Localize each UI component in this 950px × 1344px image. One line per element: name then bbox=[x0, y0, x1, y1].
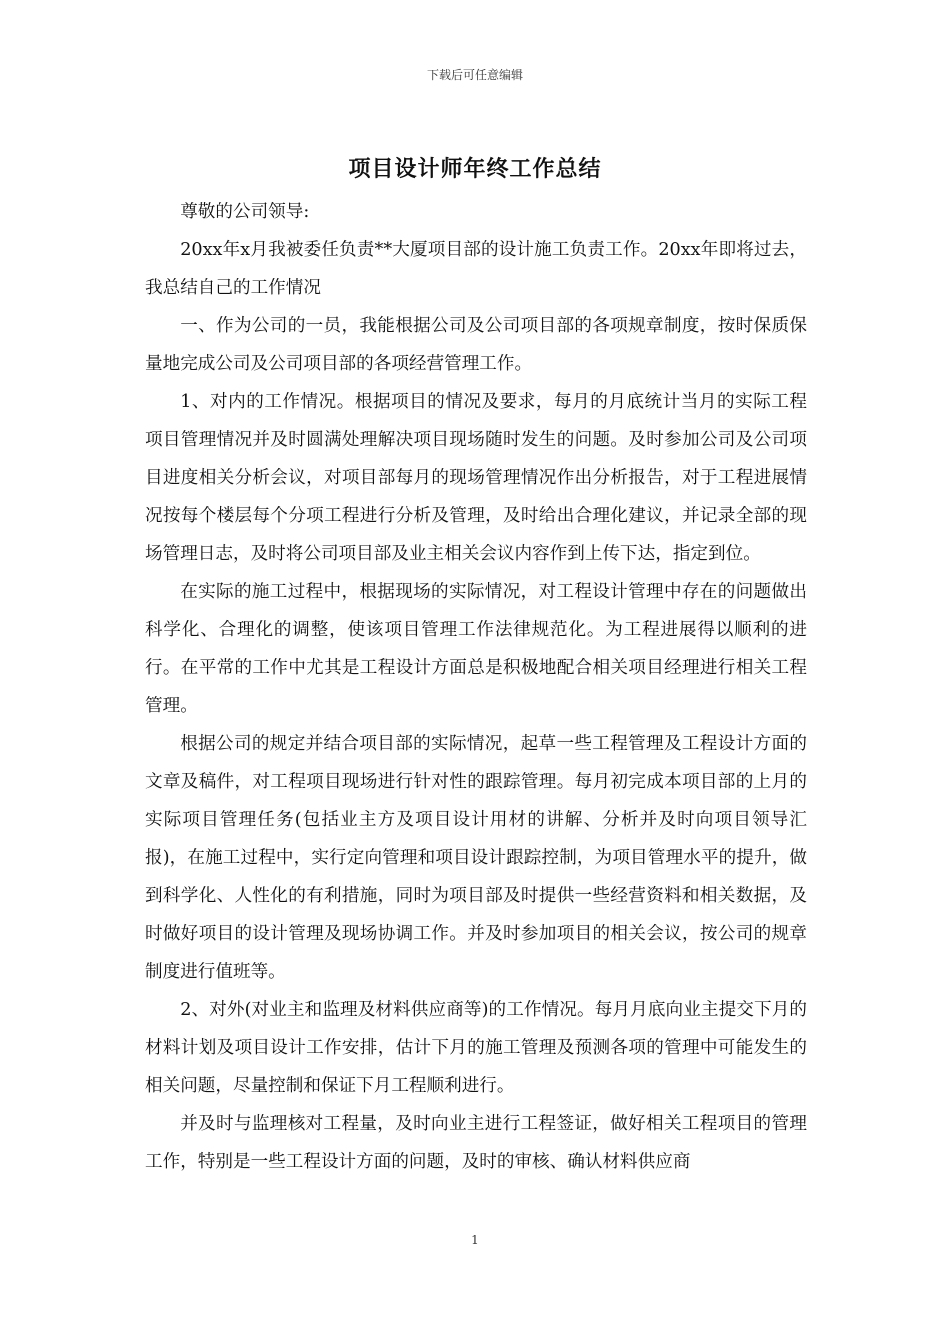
paragraph: 一、作为公司的一员，我能根据公司及公司项目部的各项规章制度，按时保质保量地完成公司及公司项目部的各项经营管理工作。 bbox=[145, 316, 807, 374]
paragraph: 1、对内的工作情况。根据项目的情况及要求，每月的月底统计当月的实际工程项目管理情况并及时圆满处理解决项目现场随时发生的问题。及时参加公司及公司项目进度相关分析会议，对项目部每月的现场管理情况作出分析报告，对于工程进展情况按每个楼层每个分项工程进行分析及管理，及时给出合理化建议，并记录全部的现场管理日志，及时将公司项目部及业主相关会议内容作到上传下达，指定到位。 bbox=[145, 392, 807, 564]
document-body bbox=[145, 193, 807, 1181]
paragraph: 在实际的施工过程中，根据现场的实际情况，对工程设计管理中存在的问题做出科学化、合理化的调整，使该项目管理工作法律规范化。为工程进展得以顺利的进行。在平常的工作中尤其是工程设计方面总是积极地配合相关项目经理进行相关工程管理。 bbox=[145, 582, 807, 716]
paragraph: 20xx年x月我被委任负责**大厦项目部的设计施工负责工作。20xx年即将过去，我总结自己的工作情况 bbox=[145, 240, 807, 298]
paragraph: 并及时与监理核对工程量，及时向业主进行工程签证，做好相关工程项目的管理工作，特别是一些工程设计方面的问题，及时的审核、确认材料供应商 bbox=[145, 1114, 807, 1172]
paragraph: 根据公司的规定并结合项目部的实际情况，起草一些工程管理及工程设计方面的文章及稿件，对工程项目现场进行针对性的跟踪管理。每月初完成本项目部的上月的实际项目管理任务(包括业主方及项目设计用材的讲解、分析并及时向项目领导汇报)，在施工过程中，实行定向管理和项目设计跟踪控制，为项目管理水平的提升，做到科学化、人性化的有利措施，同时为项目部及时提供一些经营资料和相关数据，及时做好项目的设计管理及现场协调工作。并及时参加项目的相关会议，按公司的规章制度进行值班等。 bbox=[145, 734, 807, 982]
page-header-note: 下载后可任意编辑 bbox=[426, 68, 523, 82]
paragraph: 2、对外(对业主和监理及材料供应商等)的工作情况。每月月底向业主提交下月的材料计划及项目设计工作安排，估计下月的施工管理及预测各项的管理中可能发生的相关问题，尽量控制和保证下月工程顺利进行。 bbox=[145, 1000, 807, 1096]
page-number: 1 bbox=[471, 1233, 479, 1247]
salutation: 尊敬的公司领导: bbox=[180, 202, 310, 222]
document-title: 项目设计师年终工作总结 bbox=[348, 157, 602, 182]
